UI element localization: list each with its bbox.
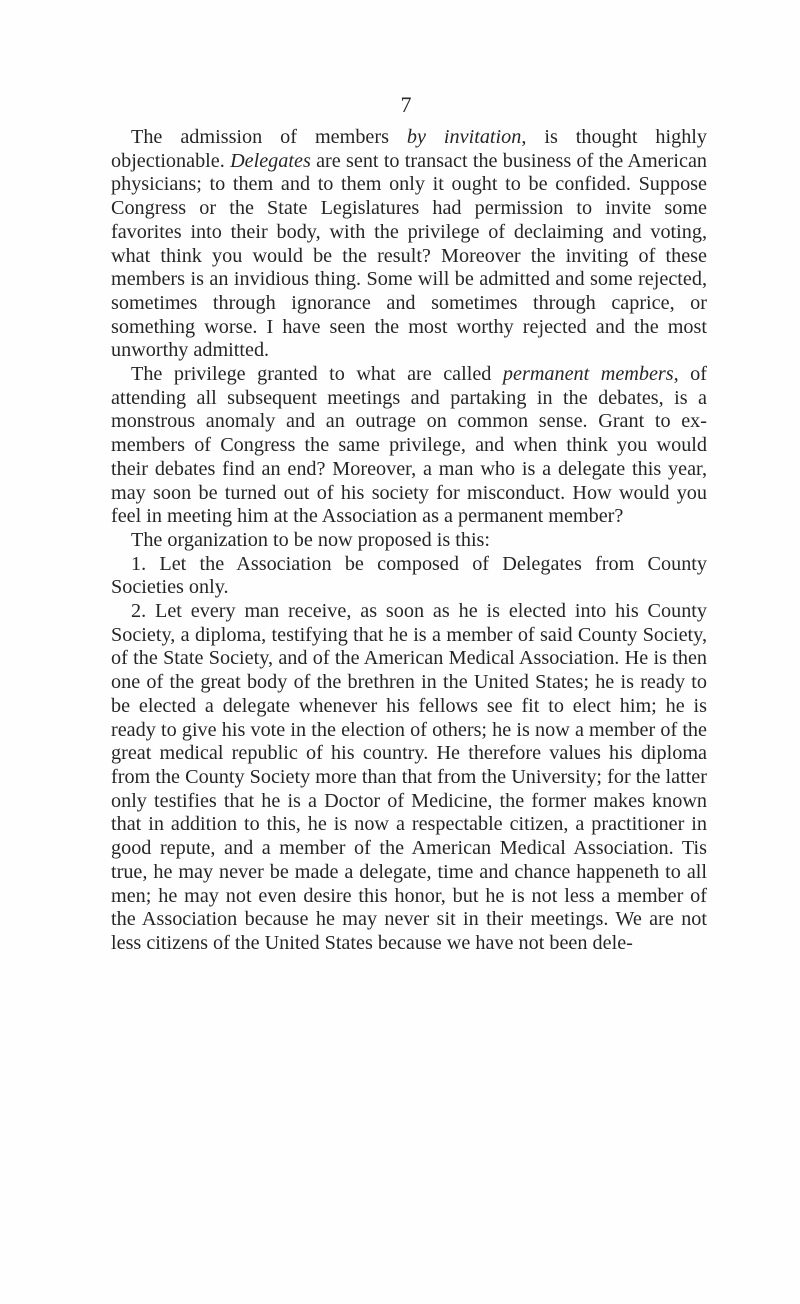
text-run: 1. Let the Association be composed of Delegates from County Societies only. [111,552,707,599]
text-run: The admission of members [131,126,407,148]
text-run: are sent to transact the business of the American physicians; to them and to them only it ought to be confided. Suppose Congress or the State Legislatures had permission to invite some favorites into their body, with the privilege of declaiming and voting, what think you would be the result? Moreover the inviting of these members is an invidious thing. Some will be admitted and some rejected, sometimes through ignorance and sometimes through caprice, or something worse. I have seen the most worthy rejected and the most unworthy admitted. [111,149,707,362]
text-run: , is thought highly objectionable. [111,126,708,172]
text-run: The privilege granted to what are called [131,363,503,386]
italic-run: permanent members [502,363,674,386]
italic-run: Delegates [230,149,311,172]
text-run: , of attending all subsequent meetings and partaking in the debates, is a monstrous anomaly and an outrage on common sense. Grant to ex-members of Congress the same privilege, and when think you would their debates find an end? Moreover, a man who is a delegate this year, may soon be turned out of his society for misconduct. How would you feel in meeting him at the Association as a permanent member? [111,363,707,528]
paragraph [111,363,707,529]
paragraph [111,529,707,553]
body-text [111,126,707,956]
text-run: 2. Let every man receive, as soon as he is elected into his County Society, a diploma, testifying that he is a member of said County Society, of the State Society, and of the American Medical Association. He is then one of the great body of the brethren in the United States; he is ready to be elected a delegate whenever his fellows see fit to elect him; he is ready to give his vote in the election of others; he is now a member of the great medical republic of his country. He therefore values his diploma from the County Society more than that from the University; for the latter only testifies that he is a Doctor of Medicine, the former makes known that in addition to this, he is now a respectable citizen, a practitioner in good repute, and a member of the American Medical Association. Tis true, he may never be made a delegate, time and chance happeneth to all men; he may not even desire this honor, but he is not less a member of the Association because he may never sit in their meetings. We are not less citizens of the United States because we have not been dele- [111,600,707,954]
text-run: The organization to be now proposed is this: [131,528,491,551]
page-number: 7 [400,92,412,117]
paragraph [111,126,707,363]
paragraph [111,553,707,600]
paragraph [111,600,707,956]
italic-run: by invitation [406,126,522,148]
